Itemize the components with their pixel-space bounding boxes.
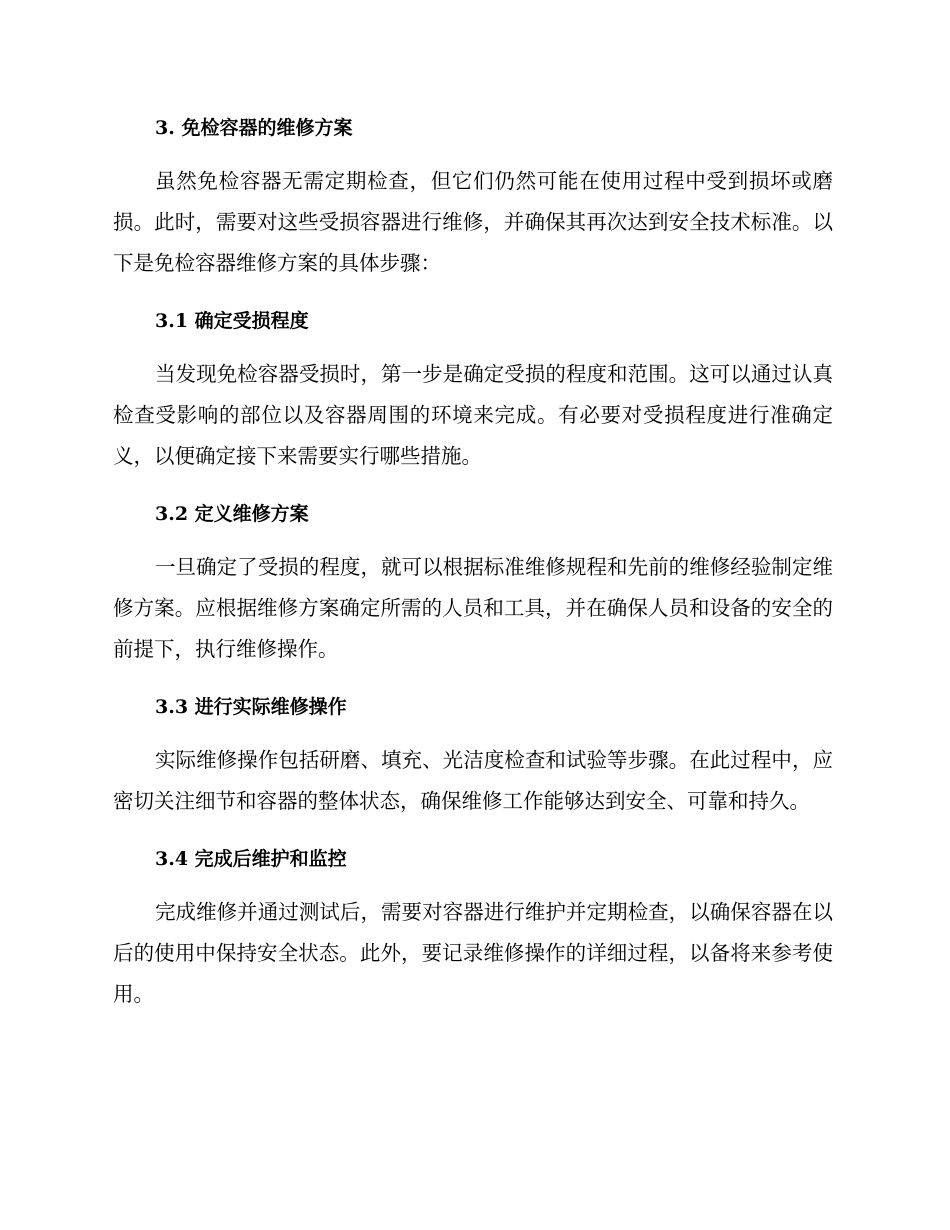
section-heading: 3. 免检容器的维修方案	[155, 117, 353, 139]
section-paragraph: 当发现免检容器受损时，第一步是确定受损的程度和范围。这可以通过认真检查受影响的部位以及容器周围的环境来完成。有必要对受损程度进行准确定义，以便确定接下来需要实行哪些措施。	[113, 362, 833, 468]
section-paragraph: 完成维修并通过测试后，需要对容器进行维护并定期检查，以确保容器在以后的使用中保持安全状态。此外，要记录维修操作的详细过程，以备将来参考使用。	[113, 900, 833, 1006]
section-heading: 3.4 完成后维护和监控	[155, 848, 347, 870]
section-heading: 3.3 进行实际维修操作	[155, 696, 347, 718]
section-paragraph: 一旦确定了受损的程度，就可以根据标准维修规程和先前的维修经验制定维修方案。应根据维修方案确定所需的人员和工具，并在确保人员和设备的安全的前提下，执行维修操作。	[113, 555, 833, 661]
section-heading: 3.2 定义维修方案	[155, 503, 309, 525]
document-body	[113, 108, 833, 1032]
section-paragraph: 虽然免检容器无需定期检查，但它们仍然可能在使用过程中受到损坏或磨损。此时，需要对这些受损容器进行维修，并确保其再次达到安全技术标准。以下是免检容器维修方案的具体步骤：	[113, 169, 833, 275]
section-paragraph: 实际维修操作包括研磨、填充、光洁度检查和试验等步骤。在此过程中，应密切关注细节和容器的整体状态，确保维修工作能够达到安全、可靠和持久。	[113, 748, 833, 813]
section-heading: 3.1 确定受损程度	[155, 310, 309, 332]
